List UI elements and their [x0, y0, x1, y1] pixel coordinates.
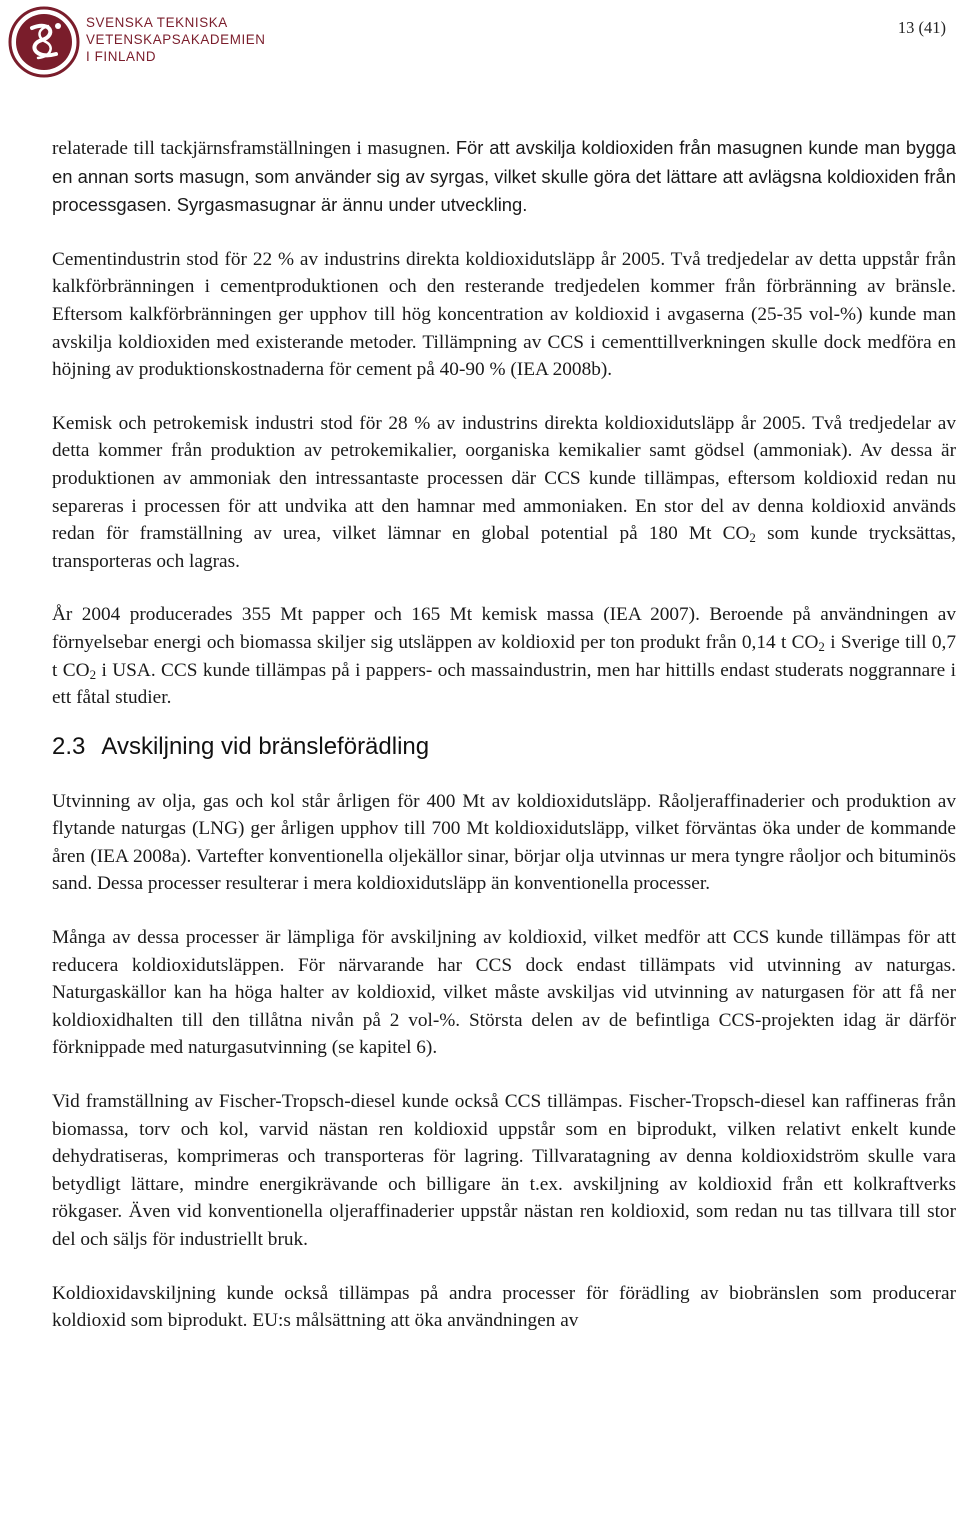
org-name-line-1: SVENSKA TEKNISKA [86, 15, 228, 30]
p3-text-b: som kunde trycksättas, transporteras och lagras. [52, 523, 956, 572]
paragraph-fischer-tropsch: Vid framställning av Fischer-Tropsch-diesel kunde också CCS tillämpas. Fischer-Tropsch-diesel kan raffineras från biomassa, torv och kol, varvid nästan ren koldioxid uppstår som en biprodukt, vilken relativt enkelt kunde dehydratiseras, komprimeras och transporteras för lagring. Tillvaratagning av denna koldioxidström skulle vara betydligt lättare, mindre energikrävande och billigare än t.ex. avskiljning av koldioxid från ett kolkraftverks rökgaser. Även vid konventionella oljeraffinaderier uppstår nästan ren koldioxid, som redan nu tas tillvara till stor del och säljs för industriellt bruk. [52, 1091, 956, 1250]
paragraph-kemisk-industri [52, 410, 956, 576]
paragraph-masugn-part-b: För att avskilja koldioxiden från masugnen kunde man bygga en annan sorts masugn, som använder sig av syrgas, vilket skulle göra det lättare att avlägsna koldioxiden från processgasen. Syrgasmasugnar är ännu under utveckling. [52, 137, 956, 216]
p4-text-b: i Sverige till 0,7 t CO [52, 631, 956, 681]
p4-text-c: i USA. CCS kunde tillämpas på i pappers- och massaindustrin, men har hittills endast studerats noggrannare i ett fåtal studier. [52, 659, 956, 709]
section-heading [52, 732, 956, 762]
org-name-line-3: I FINLAND [86, 49, 157, 64]
paragraph-processer: Många av dessa processer är lämpliga för avskiljning av koldioxid, vilket medför att CCS kunde tillämpas för att reducera koldioxidutsläppen. För närvarande har CCS dock endast tillämpats vid utvinning av naturgas. Naturgaskällor kan ha höga halter av koldioxid, vilket måste avskiljas vid utvinning av naturgasen för att få ner koldioxidhalten till den tillåtna nivån på 2 vol-%. Största delen av de befintliga CCS-projekten idag är därför förknippade med naturgasutvinning (se kapitel 6). [52, 927, 956, 1059]
paragraph-utvinning: Utvinning av olja, gas och kol står årligen för 400 Mt av koldioxidutsläpp. Råoljeraffinaderier och produktion av flytande naturgas (LNG) ger årligen upphov till 700 Mt koldioxidutsläpp, vilket förväntas öka under de kommande åren (IEA 2008a). Vartefter konventionella oljekällor sinar, börjar olja utvinnas ur mera tyngre råoljor och bituminös sand. Dessa processer resulterar i mera koldioxidutsläpp än konventionella processer. [52, 790, 956, 895]
paragraph-masugn [52, 134, 956, 220]
section-number: 2.3 [52, 732, 86, 760]
paragraph-biobranslen: Koldioxidavskiljning kunde också tillämpas på andra processer för förädling av biobränslen som producerar koldioxid som biprodukt. EU:s målsättning att öka användningen av [52, 1282, 956, 1332]
academy-emblem-icon [8, 6, 80, 78]
academy-logo [8, 6, 278, 78]
co2-subscript: 2 [749, 530, 756, 546]
paragraph-papper [52, 601, 956, 711]
org-name-line-2: VETENSKAPSAKADEMIEN [86, 32, 266, 47]
document-body [52, 134, 956, 1335]
paragraph-masugn-part-a: relaterade till tackjärnsframställningen i masugnen. [52, 138, 456, 159]
co2-subscript: 2 [818, 638, 825, 654]
paragraph-cement: Cementindustrin stod för 22 % av industrins direkta koldioxidutsläpp år 2005. Två tredjedelar av detta uppstår från kalkförbränningen i cementproduktionen och den resterande tredjedelen kommer från förbränning av bränsle. Eftersom kalkförbränningen ger upphov till hög koncentration av koldioxid i avgaserna (25-35 vol-%) kunde man avskilja koldioxiden med existerande metoder. Tillämpning av CCS i cementtillverkningen skulle dock medföra en höjning av produktionskostnaderna för cement på 40-90 % (IEA 2008b). [52, 248, 956, 381]
co2-subscript: 2 [89, 666, 97, 682]
section-title: Avskiljning vid bränsleförädling [101, 732, 430, 760]
page-header [0, 0, 960, 90]
page-number: 13 (41) [897, 18, 946, 37]
p3-text-a: Kemisk och petrokemisk industri stod för 28 % av industrins direkta koldioxidutsläpp år 2005. Två tredjedelar av detta kommer från produktion av petrokemikalier, oorganiska kemikalier samt gödsel (ammoniak). Av dessa är produktionen av ammoniak den intressantaste processen där CCS kunde tillämpas, eftersom koldioxid redan nu separeras i processen för att undvika att den hamnar med ammoniaken. En stor del av denna koldioxid används redan för framställning av urea, vilket lämnar en global potential på 180 Mt CO [52, 412, 956, 545]
p4-text-a: År 2004 producerades 355 Mt papper och 165 Mt kemisk massa (IEA 2007). Beroende på användningen av förnyelsebar energi och biomassa skiljer sig utsläppen av koldioxid per ton produkt från 0,14 t CO [52, 604, 956, 653]
